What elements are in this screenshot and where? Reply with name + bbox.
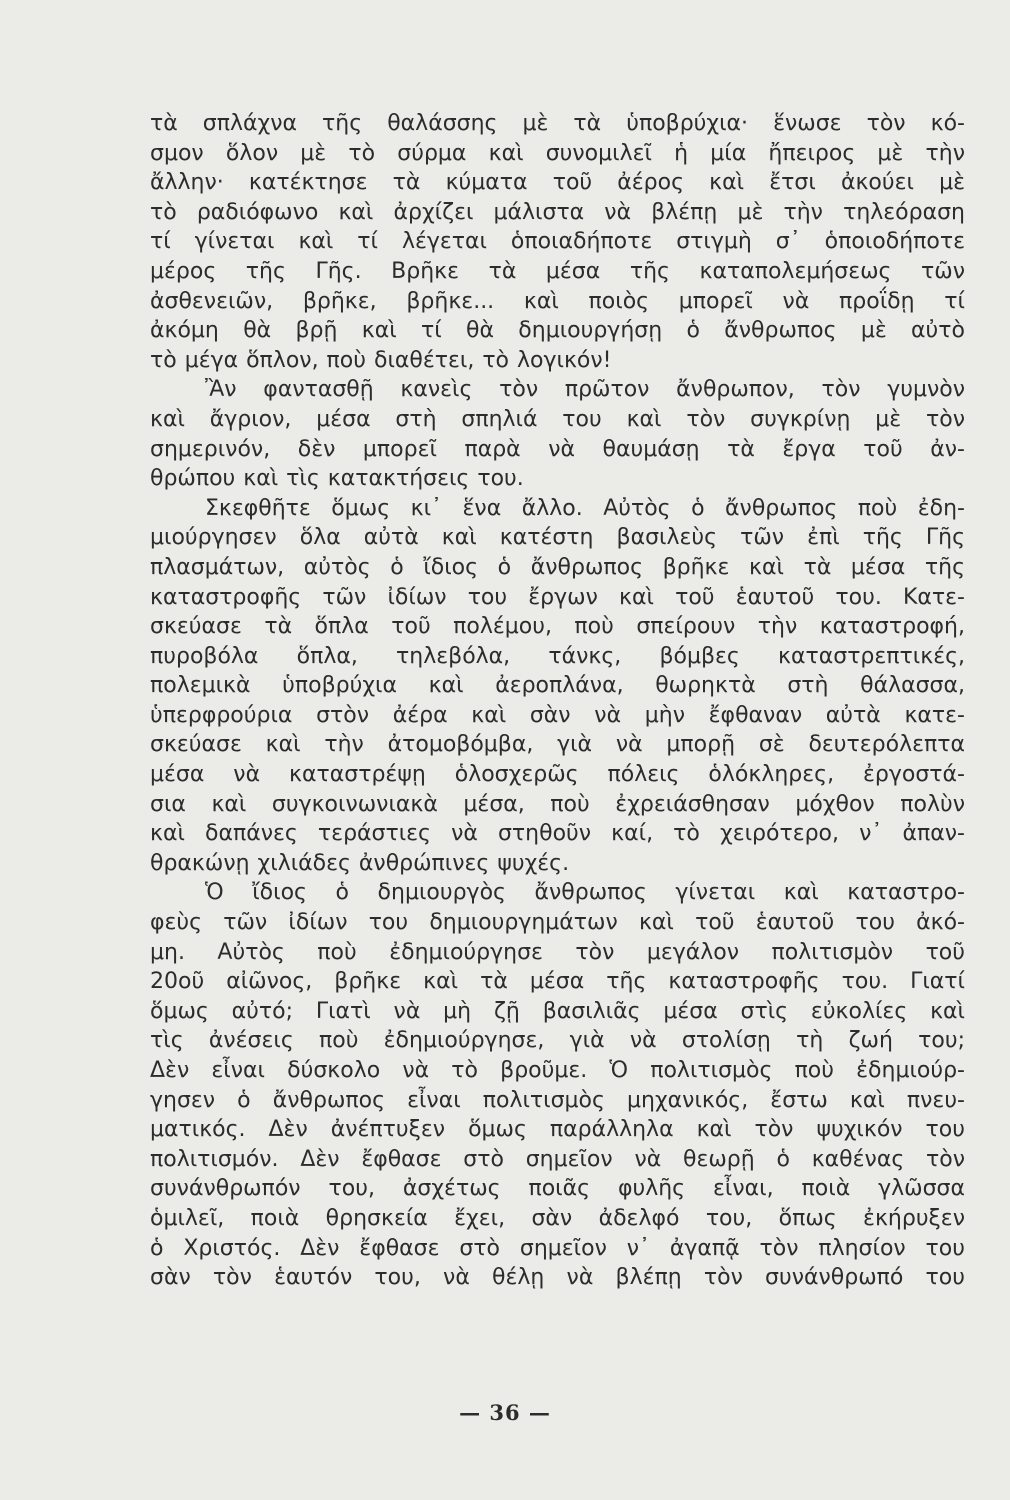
text-line: θρώπου καὶ τὶς κατακτήσεις του. (150, 466, 524, 492)
text-line: πολεμικὰ ὑποβρύχια καὶ ἀεροπλάνα, θωρηκτὰ στὴ θάλασσα, (150, 673, 965, 699)
text-line: Σκεφθῆτε ὅμως κι᾽ ἕνα ἄλλο. Αὐτὸς ὁ ἄνθρωπος ποὺ ἐδη- (205, 495, 965, 521)
text-line: σκεύασε τὰ ὅπλα τοῦ πολέμου, ποὺ σπείρουν τὴν καταστροφή, (150, 614, 965, 640)
text-line: καὶ δαπάνες τεράστιες νὰ στηθοῦν καί, τὸ χειρότερο, ν᾽ ἀπαν- (150, 821, 965, 847)
text-line: φεὺς τῶν ἰδίων του δημιουργημάτων καὶ τοῦ ἑαυτοῦ του ἀκό- (150, 910, 965, 936)
text-line: μιούργησεν ὅλα αὐτὰ καὶ κατέστη βασιλεὺς τῶν ἐπὶ τῆς Γῆς (150, 525, 965, 551)
text-line: σια καὶ συγκοινωνιακὰ μέσα, ποὺ ἐχρειάσθησαν μόχθον πολὺν (150, 791, 965, 817)
text-line: πολιτισμόν. Δὲν ἔφθασε στὸ σημεῖον νὰ θεωρῇ ὁ καθένας τὸν (150, 1146, 965, 1172)
page-number: — 36 — (459, 1400, 551, 1425)
text-line: μέσα νὰ καταστρέψῃ ὁλοσχερῶς πόλεις ὁλόκληρες, ἐργοστά- (150, 762, 965, 788)
text-line: τὸ ραδιόφωνο καὶ ἀρχίζει μάλιστα νὰ βλέπῃ μὲ τὴν τηλεόραση (150, 199, 965, 225)
text-line: μη. Αὐτὸς ποὺ ἐδημιούργησε τὸν μεγάλον πολιτισμὸν τοῦ (150, 939, 965, 965)
text-line: ὁ Χριστός. Δὲν ἔφθασε στὸ σημεῖον ν᾽ ἀγαπᾷ τὸν πλησίον του (150, 1235, 965, 1261)
text-line: ὅμως αὐτό; Γιατὶ νὰ μὴ ζῇ βασιλιᾶς μέσα στὶς εὐκολίες καὶ (150, 998, 965, 1024)
text-line: 20οῦ αἰῶνος, βρῆκε καὶ τὰ μέσα τῆς καταστροφῆς του. Γιατί (150, 969, 965, 995)
text-line: ὑπερφρούρια στὸν ἀέρα καὶ σὰν νὰ μὴν ἔφθαναν αὐτὰ κατε- (150, 702, 965, 728)
text-line: σκεύασε καὶ τὴν ἀτομοβόμβα, γιὰ νὰ μπορῇ σὲ δευτερόλεπτα (150, 732, 965, 758)
text-line: ὁμιλεῖ, ποιὰ θρησκεία ἔχει, σὰν ἀδελφό του, ὅπως ἐκήρυξεν (150, 1205, 965, 1231)
text-line: πυροβόλα ὅπλα, τηλεβόλα, τάνκς, βόμβες καταστρεπτικές, (150, 643, 965, 669)
text-line: Ἂν φαντασθῇ κανεὶς τὸν πρῶτον ἄνθρωπον, τὸν γυμνὸν (205, 377, 965, 403)
text-line: γησεν ὁ ἄνθρωπος εἶναι πολιτισμὸς μηχανικός, ἔστω καὶ πνευ- (150, 1087, 965, 1113)
text-line: πλασμάτων, αὐτὸς ὁ ἴδιος ὁ ἄνθρωπος βρῆκε καὶ τὰ μέσα τῆς (150, 554, 965, 580)
text-line: ἀκόμη θὰ βρῇ καὶ τί θὰ δημιουργήσῃ ὁ ἄνθρωπος μὲ αὐτὸ (150, 318, 965, 344)
text-line: μέρος τῆς Γῆς. Βρῆκε τὰ μέσα τῆς καταπολεμήσεως τῶν (150, 258, 965, 284)
text-line: σμον ὅλον μὲ τὸ σύρμα καὶ συνομιλεῖ ἡ μία ἤπειρος μὲ τὴν (150, 140, 965, 166)
text-line: σὰν τὸν ἑαυτόν του, νὰ θέλῃ νὰ βλέπῃ τὸν συνάνθρωπό του (150, 1265, 965, 1291)
text-line: ματικός. Δὲν ἀνέπτυξεν ὅμως παράλληλα καὶ τὸν ψυχικόν του (150, 1117, 965, 1143)
text-line: Ὁ ἴδιος ὁ δημιουργὸς ἄνθρωπος γίνεται καὶ καταστρο- (205, 880, 965, 906)
text-line: Δὲν εἶναι δύσκολο νὰ τὸ βροῦμε. Ὁ πολιτισμὸς ποὺ ἐδημιούρ- (150, 1058, 965, 1083)
text-line: καταστροφῆς τῶν ἰδίων του ἔργων καὶ τοῦ ἑαυτοῦ του. Κατε- (150, 584, 965, 610)
text-line: τὰ σπλάχνα τῆς θαλάσσης μὲ τὰ ὑποβρύχια· ἕνωσε τὸν κό- (150, 111, 965, 136)
text-line: θρακώνῃ χιλιάδες ἀνθρώπινες ψυχές. (150, 850, 570, 876)
text-line: καὶ ἄγριον, μέσα στὴ σπηλιά του καὶ τὸν συγκρίνῃ μὲ τὸν (150, 406, 965, 432)
text-line: ἀσθενειῶν, βρῆκε, βρῆκε... καὶ ποιὸς μπορεῖ νὰ προΐδῃ τί (150, 288, 965, 314)
text-line: ἄλλην· κατέκτησε τὰ κύματα τοῦ ἀέρος καὶ ἔτσι ἀκούει μὲ (150, 170, 965, 196)
text-line: τὶς ἀνέσεις ποὺ ἐδημιούργησε, γιὰ νὰ στολίσῃ τὴ ζωή του; (150, 1028, 965, 1054)
text-line: τὸ μέγα ὅπλον, ποὺ διαθέτει, τὸ λογικόν! (150, 347, 612, 373)
body-text (150, 109, 965, 1293)
text-line: συνάνθρωπόν του, ἀσχέτως ποιᾶς φυλῆς εἶναι, ποιὰ γλῶσσα (150, 1176, 965, 1202)
text-line: σημερινόν, δὲν μπορεῖ παρὰ νὰ θαυμάσῃ τὰ ἔργα τοῦ ἀν- (150, 436, 965, 462)
text-line: τί γίνεται καὶ τί λέγεται ὁποιαδήποτε στιγμὴ σ᾽ ὁποιοδήποτε (150, 229, 965, 255)
